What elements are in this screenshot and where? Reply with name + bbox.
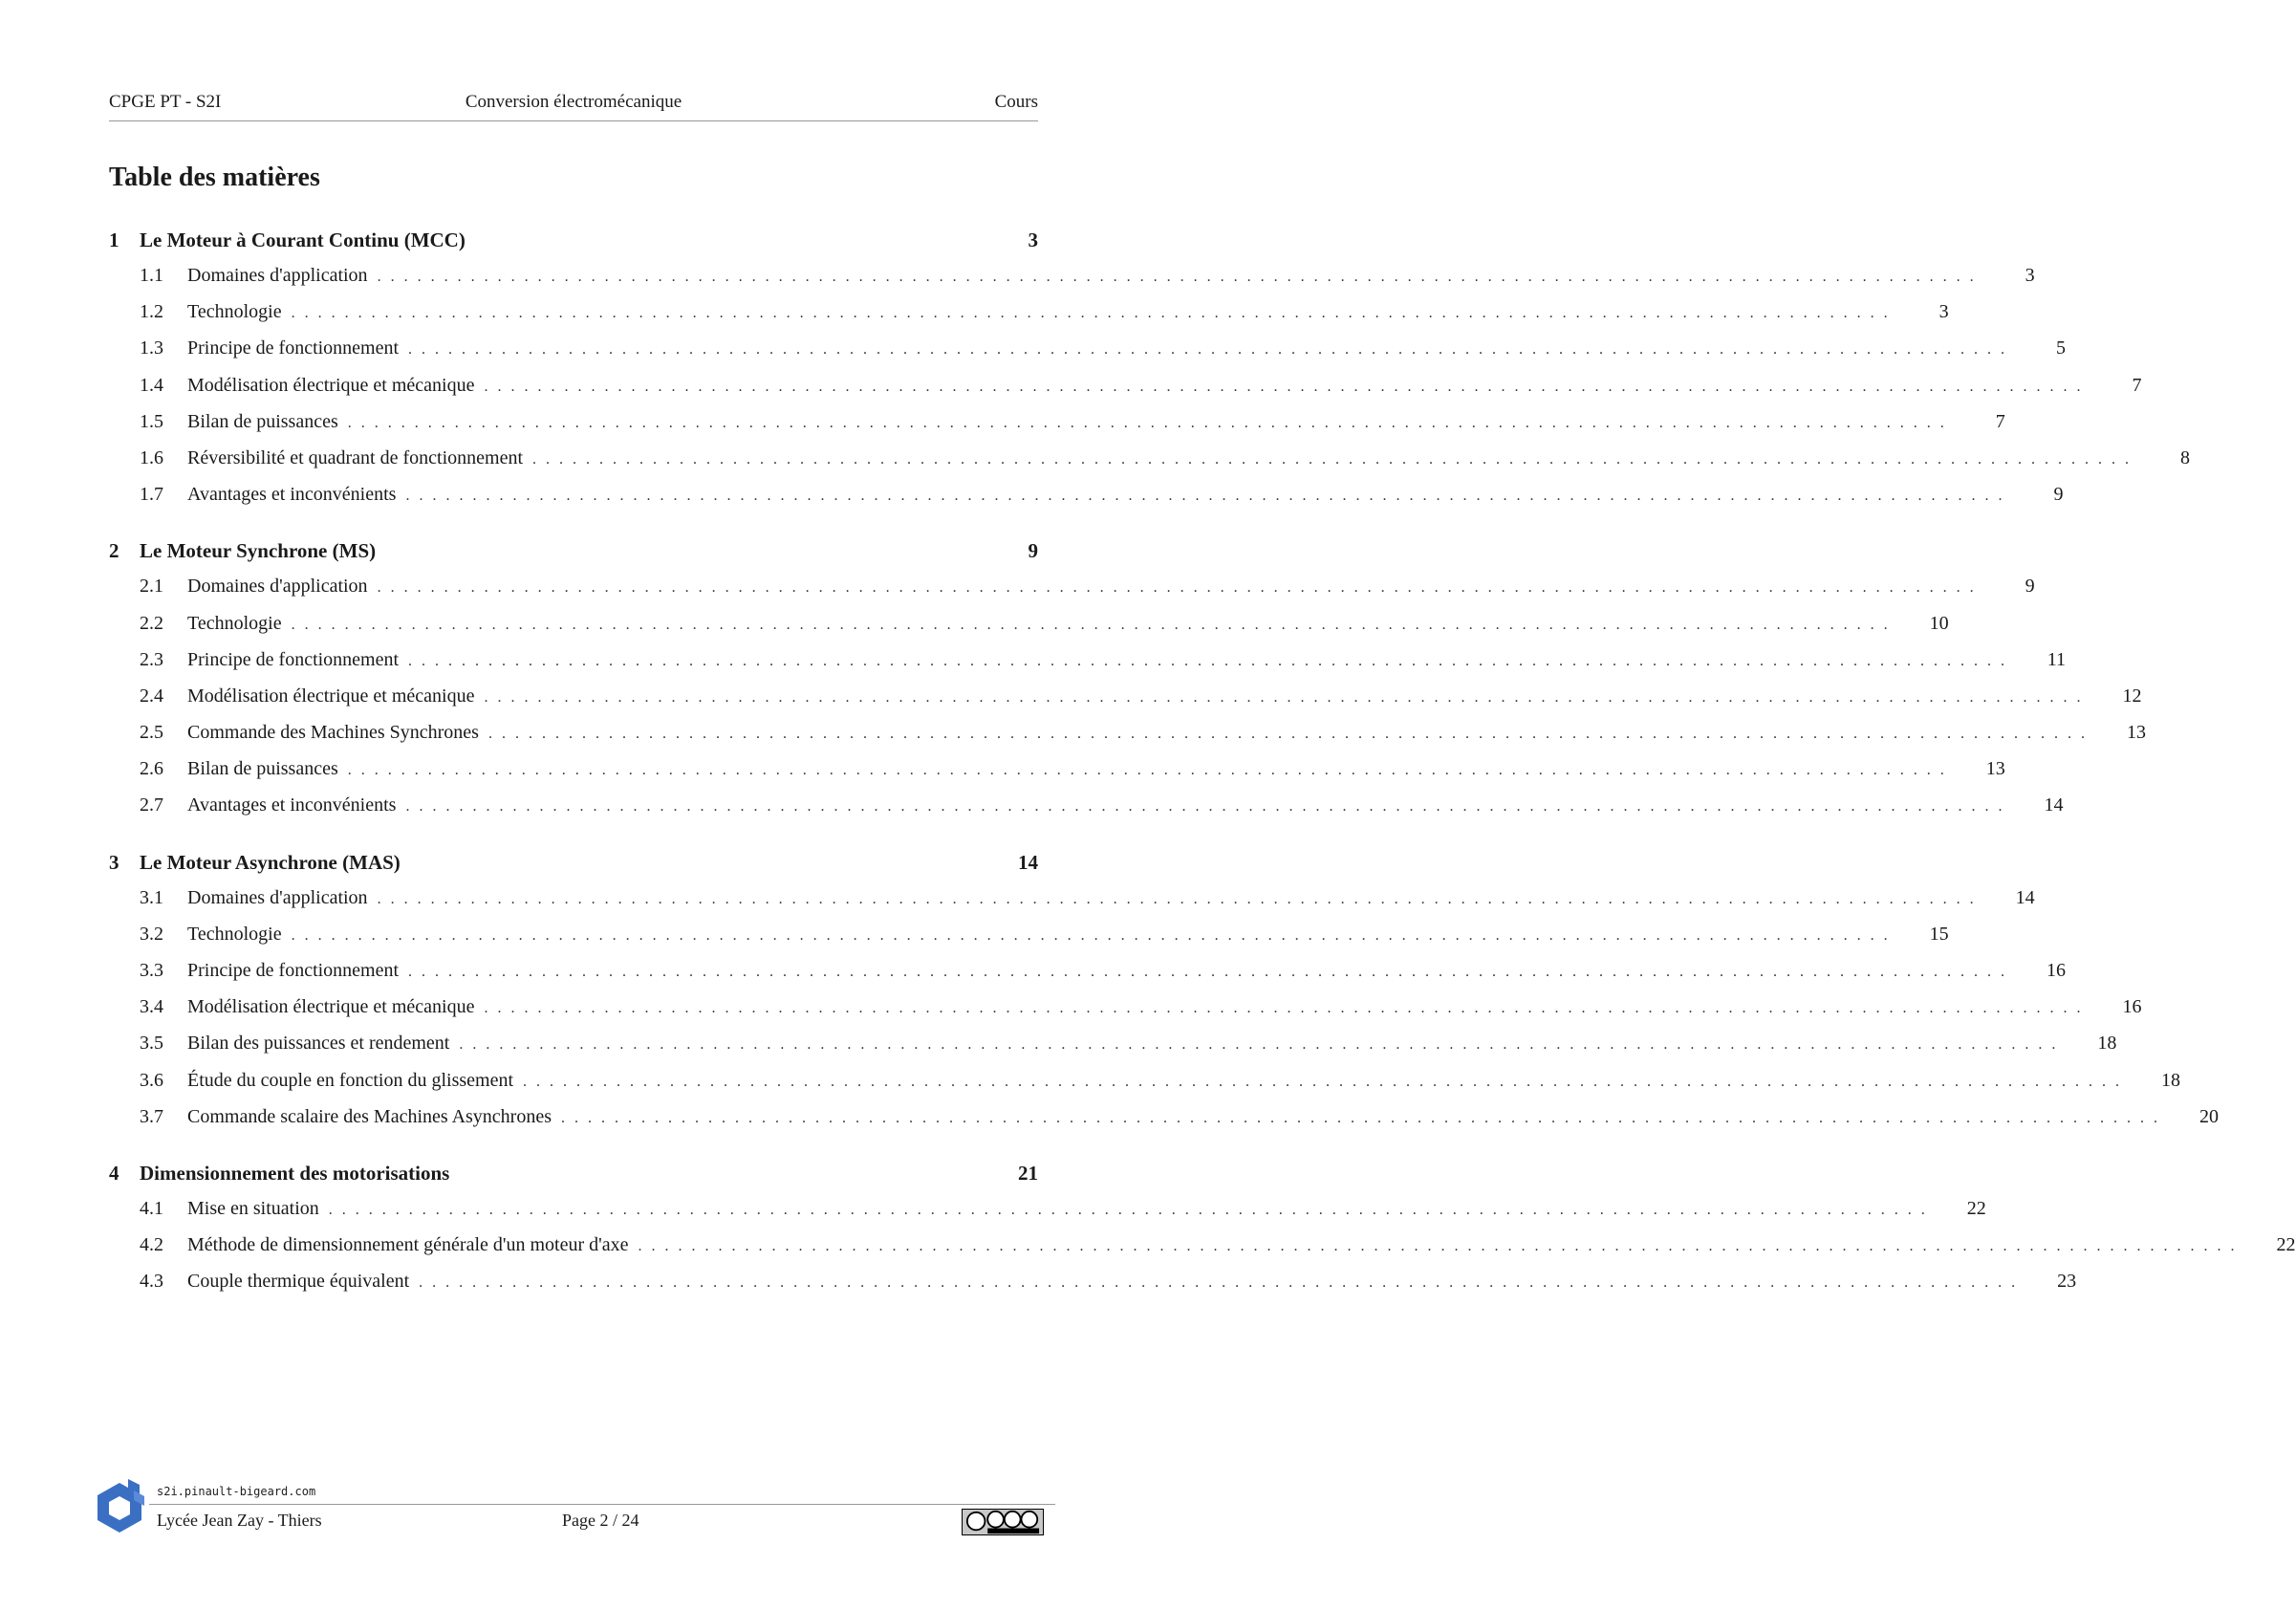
entry-number: 2.1 — [140, 576, 163, 598]
footer-school: Lycée Jean Zay - Thiers — [157, 1511, 322, 1530]
dot-leader: ........................................................................................................................ — [484, 1000, 2090, 1017]
entry-title: Principe de fonctionnement — [187, 337, 400, 359]
toc-entry[interactable] — [109, 1190, 1986, 1227]
dot-leader: ........................................................................................................................ — [377, 579, 1983, 597]
entry-page: 7 — [1995, 410, 2005, 432]
entry-number: 1.5 — [140, 410, 163, 432]
section-number: 1 — [109, 228, 119, 251]
entry-number: 3.7 — [140, 1105, 163, 1127]
entry-title: Méthode de dimensionnement générale d'un moteur d'axe — [187, 1234, 629, 1256]
entry-page: 18 — [2097, 1033, 2117, 1055]
toc-entry[interactable] — [109, 257, 2035, 294]
dot-leader: ........................................................................................................................ — [561, 1109, 2168, 1126]
entry-page: 9 — [2025, 576, 2035, 598]
footer-divider — [149, 1504, 1055, 1505]
toc-section-heading[interactable] — [109, 223, 1038, 257]
entry-page: 13 — [2126, 722, 2146, 744]
entry-number: 2.4 — [140, 685, 163, 707]
toc-entry[interactable] — [109, 642, 2067, 678]
header-subject: Conversion électromécanique — [465, 92, 682, 112]
entry-title: Bilan de puissances — [187, 410, 338, 432]
entry-title: Modélisation électrique et mécanique — [187, 996, 475, 1018]
entry-number: 1.2 — [140, 301, 163, 323]
footer-url: s2i.pinault-bigeard.com — [157, 1485, 316, 1498]
dot-leader: ........................................................................................................................ — [408, 652, 2015, 669]
entry-title: Bilan de puissances — [187, 758, 338, 780]
section-title: Le Moteur Synchrone (MS) — [140, 539, 377, 563]
entry-page: 11 — [2047, 648, 2067, 670]
toc-entry[interactable] — [109, 440, 2190, 476]
toc-entry[interactable] — [109, 294, 1949, 330]
entry-number: 2.5 — [140, 722, 163, 744]
dot-leader: ........................................................................................................................ — [291, 305, 1897, 322]
dot-leader: ........................................................................................................................ — [328, 1201, 1935, 1218]
entry-title: Couple thermique équivalent — [187, 1271, 410, 1293]
toc-entry[interactable] — [109, 1227, 2296, 1263]
entry-page: 3 — [1939, 301, 1949, 323]
header-course: CPGE PT - S2I — [109, 92, 222, 112]
pb-hexagon-logo-icon — [92, 1477, 147, 1534]
dot-leader: ........................................................................................................................ — [638, 1238, 2244, 1255]
entry-page: 3 — [2025, 265, 2035, 286]
toc-entry[interactable] — [109, 880, 2035, 916]
section-title: Le Moteur à Courant Continu (MCC) — [140, 228, 466, 251]
entry-number: 1.1 — [140, 265, 163, 286]
table-of-contents — [109, 223, 2296, 1321]
toc-section — [109, 845, 2220, 1135]
toc-section — [109, 1156, 2296, 1300]
entry-number: 2.6 — [140, 758, 163, 780]
section-page: 14 — [1018, 850, 1038, 874]
entry-title: Domaines d'application — [187, 886, 368, 908]
entry-page: 7 — [2132, 374, 2142, 396]
entry-title: Modélisation électrique et mécanique — [187, 685, 475, 707]
section-number: 4 — [109, 1161, 119, 1185]
toc-entry[interactable] — [109, 367, 2142, 403]
toc-title: Table des matières — [109, 163, 320, 192]
dot-leader: ........................................................................................................................ — [291, 926, 1897, 944]
entry-title: Principe de fonctionnement — [187, 960, 400, 981]
entry-page: 16 — [2122, 996, 2142, 1018]
entry-number: 4.3 — [140, 1271, 163, 1293]
section-page: 21 — [1018, 1161, 1038, 1185]
section-title: Dimensionnement des motorisations — [140, 1161, 450, 1185]
entry-page: 9 — [2053, 484, 2064, 506]
entry-title: Bilan des puissances et rendement — [187, 1033, 450, 1055]
section-number: 2 — [109, 539, 119, 563]
dot-leader: ........................................................................................................................ — [532, 450, 2138, 468]
entry-title: Réversibilité et quadrant de fonctionnement — [187, 446, 523, 468]
entry-page: 12 — [2122, 685, 2142, 707]
entry-title: Domaines d'application — [187, 265, 368, 286]
entry-number: 3.2 — [140, 923, 163, 945]
entry-title: Modélisation électrique et mécanique — [187, 374, 475, 396]
toc-entry[interactable] — [109, 330, 2067, 366]
entry-number: 2.2 — [140, 612, 163, 634]
dot-leader: ........................................................................................................................ — [405, 798, 2012, 816]
section-page: 3 — [1028, 228, 1038, 251]
entry-title: Commande scalaire des Machines Asynchrones — [187, 1105, 552, 1127]
dot-leader: ........................................................................................................................ — [347, 762, 1954, 779]
dot-leader: ........................................................................................................................ — [419, 1274, 2025, 1292]
entry-title: Domaines d'application — [187, 576, 368, 598]
toc-section-heading[interactable] — [109, 1156, 1038, 1190]
entry-number: 4.2 — [140, 1234, 163, 1256]
toc-entry[interactable] — [109, 916, 1949, 952]
dot-leader: ........................................................................................................................ — [291, 616, 1897, 633]
entry-number: 3.3 — [140, 960, 163, 981]
entry-page: 22 — [2276, 1234, 2296, 1256]
toc-entry[interactable] — [109, 678, 2142, 714]
toc-entry[interactable] — [109, 1263, 2077, 1299]
toc-entry[interactable] — [109, 1025, 2117, 1061]
entry-page: 13 — [1985, 758, 2005, 780]
entry-page: 22 — [1966, 1197, 1986, 1219]
entry-page: 10 — [1929, 612, 1949, 634]
section-number: 3 — [109, 850, 119, 874]
entry-page: 16 — [2047, 960, 2067, 981]
dot-leader: ........................................................................................................................ — [523, 1073, 2130, 1090]
entry-page: 20 — [2199, 1105, 2220, 1127]
footer-page-number: Page 2 / 24 — [562, 1511, 639, 1530]
entry-page: 15 — [1929, 923, 1949, 945]
dot-leader: ........................................................................................................................ — [377, 269, 1983, 285]
entry-number: 2.7 — [140, 794, 163, 816]
entry-title: Technologie — [187, 301, 282, 323]
dot-leader: ........................................................................................................................ — [487, 726, 2094, 743]
dot-leader: ........................................................................................................................ — [484, 378, 2090, 395]
entry-title: Étude du couple en fonction du glissement — [187, 1069, 514, 1091]
entry-number: 2.3 — [140, 648, 163, 670]
dot-leader: ........................................................................................................................ — [408, 964, 2015, 980]
toc-entry[interactable] — [109, 952, 2067, 989]
entry-number: 1.7 — [140, 484, 163, 506]
entry-page: 18 — [2161, 1069, 2181, 1091]
dot-leader: ........................................................................................................................ — [405, 488, 2012, 505]
toc-section — [109, 223, 2190, 512]
entry-title: Avantages et inconvénients — [187, 484, 397, 506]
dot-leader: ........................................................................................................................ — [408, 341, 2015, 359]
toc-entry[interactable] — [109, 787, 2064, 823]
entry-title: Technologie — [187, 923, 282, 945]
entry-number: 1.4 — [140, 374, 163, 396]
entry-title: Principe de fonctionnement — [187, 648, 400, 670]
toc-entry[interactable] — [109, 989, 2142, 1025]
entry-title: Mise en situation — [187, 1197, 319, 1219]
toc-entry[interactable] — [109, 476, 2064, 512]
entry-title: Technologie — [187, 612, 282, 634]
toc-entry[interactable] — [109, 1062, 2181, 1099]
cc-by-nc-sa-badge-icon — [962, 1509, 1044, 1535]
section-page: 9 — [1028, 539, 1038, 563]
toc-entry[interactable] — [109, 714, 2146, 751]
entry-number: 1.3 — [140, 337, 163, 359]
toc-entry[interactable] — [109, 605, 1949, 642]
entry-number: 4.1 — [140, 1197, 163, 1219]
entry-number: 3.4 — [140, 996, 163, 1018]
entry-title: Avantages et inconvénients — [187, 794, 397, 816]
entry-number: 3.5 — [140, 1033, 163, 1055]
entry-page: 14 — [2044, 794, 2064, 816]
entry-page: 8 — [2180, 446, 2190, 468]
toc-entry[interactable] — [109, 1099, 2220, 1135]
entry-page: 5 — [2056, 337, 2067, 359]
toc-entry[interactable] — [109, 403, 2005, 440]
entry-page: 14 — [2015, 886, 2035, 908]
dot-leader: ........................................................................................................................ — [377, 890, 1983, 907]
toc-section-heading[interactable] — [109, 845, 1038, 880]
dot-leader: ........................................................................................................................ — [459, 1036, 2066, 1054]
entry-page: 23 — [2057, 1271, 2077, 1293]
toc-entry[interactable] — [109, 568, 2035, 604]
toc-section — [109, 533, 2146, 823]
dot-leader: ........................................................................................................................ — [484, 688, 2090, 706]
dot-leader: ........................................................................................................................ — [347, 414, 1954, 431]
entry-title: Commande des Machines Synchrones — [187, 722, 479, 744]
entry-number: 1.6 — [140, 446, 163, 468]
section-title: Le Moteur Asynchrone (MAS) — [140, 850, 401, 874]
header-type: Cours — [994, 92, 1038, 112]
entry-number: 3.6 — [140, 1069, 163, 1091]
entry-number: 3.1 — [140, 886, 163, 908]
toc-section-heading[interactable] — [109, 533, 1038, 568]
page-header — [109, 92, 1038, 121]
toc-entry[interactable] — [109, 751, 2005, 787]
